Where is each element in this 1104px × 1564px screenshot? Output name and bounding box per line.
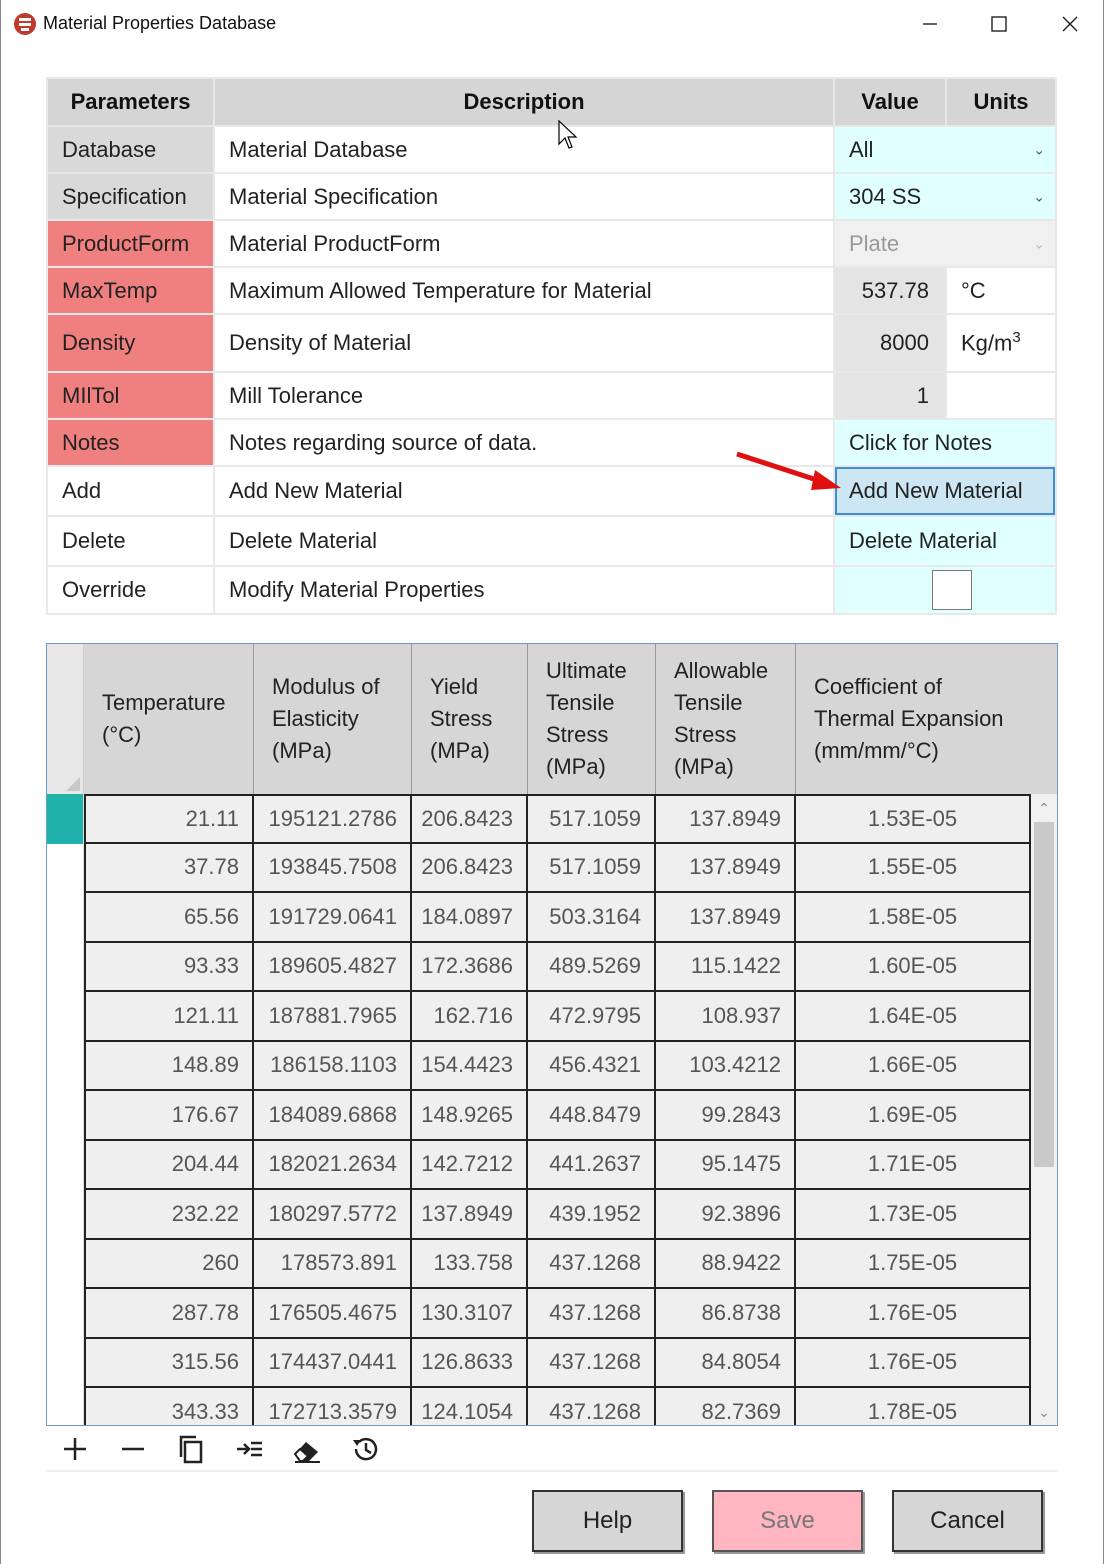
maximize-icon bbox=[989, 14, 1009, 34]
table-cell[interactable]: 191729.0641 bbox=[254, 893, 412, 943]
table-row[interactable] bbox=[47, 992, 1031, 1042]
history-icon bbox=[350, 1434, 380, 1464]
table-row[interactable] bbox=[47, 794, 1031, 844]
table-cell[interactable]: 108.937 bbox=[656, 992, 796, 1042]
minus-icon bbox=[118, 1434, 148, 1464]
table-cell[interactable]: 206.8423 bbox=[412, 794, 528, 844]
click-for-notes-button[interactable]: Click for Notes bbox=[834, 419, 1056, 466]
save-button[interactable]: Save bbox=[712, 1490, 863, 1552]
table-cell[interactable]: 92.3896 bbox=[656, 1190, 796, 1240]
param-database-label: Database bbox=[47, 126, 214, 173]
table-cell[interactable]: 437.1268 bbox=[528, 1339, 656, 1389]
productform-dropdown bbox=[834, 220, 1056, 267]
table-cell[interactable]: 441.2637 bbox=[528, 1141, 656, 1191]
table-cell[interactable]: 176505.4675 bbox=[254, 1289, 412, 1339]
table-row[interactable] bbox=[47, 1042, 1031, 1092]
milltol-value: 1 bbox=[834, 372, 946, 419]
row-header[interactable] bbox=[47, 893, 84, 943]
table-row[interactable] bbox=[47, 943, 1031, 993]
chevron-down-icon: ⌄ bbox=[1033, 141, 1045, 157]
col-header-allowable-line1: Allowable bbox=[674, 658, 769, 683]
mouse-cursor-icon bbox=[558, 120, 578, 150]
table-row[interactable] bbox=[47, 1388, 1031, 1426]
database-dropdown-value: All bbox=[849, 136, 874, 162]
title-bar bbox=[0, 0, 1104, 48]
row-header[interactable] bbox=[47, 794, 84, 844]
col-header-modulus[interactable] bbox=[254, 644, 412, 794]
table-cell[interactable]: 37.78 bbox=[84, 844, 254, 894]
row-header[interactable] bbox=[47, 1388, 84, 1426]
table-cell[interactable]: 137.8949 bbox=[656, 844, 796, 894]
col-header-ultimate-line3: Stress bbox=[546, 722, 609, 747]
param-specification-desc: Material Specification bbox=[214, 173, 834, 220]
table-cell[interactable]: 437.1268 bbox=[528, 1289, 656, 1339]
table-cell[interactable]: 193845.7508 bbox=[254, 844, 412, 894]
col-header-ultimate-line1: Ultimate bbox=[546, 658, 627, 683]
table-cell[interactable]: 88.9422 bbox=[656, 1240, 796, 1290]
row-header[interactable] bbox=[47, 943, 84, 993]
table-cell[interactable]: 99.2843 bbox=[656, 1091, 796, 1141]
row-header[interactable] bbox=[47, 1042, 84, 1092]
specification-dropdown[interactable] bbox=[834, 173, 1056, 220]
copy-icon bbox=[176, 1434, 206, 1464]
header-parameters: Parameters bbox=[47, 78, 214, 126]
param-notes-label: Notes bbox=[47, 419, 214, 466]
delete-material-button[interactable]: Delete Material bbox=[834, 516, 1056, 566]
cancel-button[interactable]: Cancel bbox=[892, 1490, 1043, 1552]
grid-toolbar bbox=[46, 1428, 1058, 1472]
col-header-temperature[interactable] bbox=[84, 644, 254, 794]
help-button[interactable]: Help bbox=[532, 1490, 683, 1552]
table-cell[interactable]: 517.1059 bbox=[528, 794, 656, 844]
chevron-down-icon: ⌄ bbox=[1033, 235, 1045, 251]
table-cell[interactable]: 343.33 bbox=[84, 1388, 254, 1426]
table-cell[interactable]: 162.716 bbox=[412, 992, 528, 1042]
table-cell[interactable]: 137.8949 bbox=[656, 893, 796, 943]
col-header-temperature-line1: Temperature bbox=[102, 690, 226, 715]
table-row[interactable] bbox=[47, 1190, 1031, 1240]
table-cell[interactable]: 489.5269 bbox=[528, 943, 656, 993]
table-cell[interactable]: 172.3686 bbox=[412, 943, 528, 993]
override-cell bbox=[834, 566, 1056, 614]
database-dropdown[interactable] bbox=[834, 126, 1056, 173]
table-cell[interactable]: 148.89 bbox=[84, 1042, 254, 1092]
header-description: Description bbox=[214, 78, 834, 126]
table-row[interactable] bbox=[47, 893, 1031, 943]
scrollbar-thumb[interactable] bbox=[1034, 822, 1054, 1167]
remove-row-button[interactable] bbox=[104, 1427, 162, 1471]
param-delete-label: Delete bbox=[47, 516, 214, 566]
table-cell[interactable]: 137.8949 bbox=[656, 794, 796, 844]
table-cell[interactable]: 186158.1103 bbox=[254, 1042, 412, 1092]
table-cell[interactable]: 287.78 bbox=[84, 1289, 254, 1339]
maxtemp-value: 537.78 bbox=[834, 267, 946, 314]
param-milltol-desc: Mill Tolerance bbox=[214, 372, 834, 419]
table-cell[interactable]: 1.78E-05 bbox=[796, 1388, 1031, 1426]
param-density-desc: Density of Material bbox=[214, 314, 834, 372]
table-cell[interactable]: 184089.6868 bbox=[254, 1091, 412, 1141]
col-header-modulus-line2: Elasticity bbox=[272, 706, 359, 731]
window-title: Material Properties Database bbox=[43, 13, 277, 33]
row-header[interactable] bbox=[47, 1240, 84, 1290]
param-override-label: Override bbox=[47, 566, 214, 614]
table-cell[interactable]: 437.1268 bbox=[528, 1388, 656, 1426]
row-header[interactable] bbox=[47, 1141, 84, 1191]
select-all-corner[interactable] bbox=[47, 644, 84, 794]
table-cell[interactable]: 1.66E-05 bbox=[796, 1042, 1031, 1092]
param-productform-desc: Material ProductForm bbox=[214, 220, 834, 267]
minimize-icon bbox=[920, 14, 940, 34]
col-header-allowable-line2: Tensile bbox=[674, 690, 743, 715]
table-row[interactable] bbox=[47, 1339, 1031, 1389]
row-header[interactable] bbox=[47, 1091, 84, 1141]
specification-dropdown-value: 304 SS bbox=[849, 183, 922, 209]
table-cell[interactable]: 124.1054 bbox=[412, 1388, 528, 1426]
table-cell[interactable]: 1.53E-05 bbox=[796, 794, 1031, 844]
table-cell[interactable]: 1.76E-05 bbox=[796, 1339, 1031, 1389]
param-notes-desc: Notes regarding source of data. bbox=[214, 419, 834, 466]
add-row-button[interactable] bbox=[46, 1427, 104, 1471]
scroll-down-icon[interactable]: ⌄ bbox=[1038, 1403, 1050, 1420]
table-cell[interactable]: 472.9795 bbox=[528, 992, 656, 1042]
table-cell[interactable]: 184.0897 bbox=[412, 893, 528, 943]
maximize-button[interactable] bbox=[964, 0, 1034, 48]
copy-row-button[interactable] bbox=[162, 1427, 220, 1471]
col-header-modulus-line3: (MPa) bbox=[272, 738, 332, 763]
col-header-thermal-line3: (mm/mm/°C) bbox=[814, 738, 939, 763]
table-cell[interactable]: 456.4321 bbox=[528, 1042, 656, 1092]
param-add-label: Add bbox=[47, 466, 214, 516]
insert-row-button[interactable] bbox=[220, 1427, 278, 1471]
header-value: Value bbox=[834, 78, 946, 126]
col-header-ultimate-line4: (MPa) bbox=[546, 754, 606, 779]
table-cell[interactable]: 195121.2786 bbox=[254, 794, 412, 844]
chevron-down-icon: ⌄ bbox=[1033, 188, 1045, 204]
table-cell[interactable]: 180297.5772 bbox=[254, 1190, 412, 1240]
table-cell[interactable]: 1.75E-05 bbox=[796, 1240, 1031, 1290]
table-cell[interactable]: 187881.7965 bbox=[254, 992, 412, 1042]
table-cell[interactable]: 1.60E-05 bbox=[796, 943, 1031, 993]
table-cell[interactable]: 95.1475 bbox=[656, 1141, 796, 1191]
density-value: 8000 bbox=[834, 314, 946, 372]
col-header-temperature-line2: (°C) bbox=[102, 722, 142, 747]
table-cell[interactable]: 206.8423 bbox=[412, 844, 528, 894]
col-header-thermal[interactable] bbox=[796, 644, 1031, 794]
col-header-allowable[interactable] bbox=[656, 644, 796, 794]
table-cell[interactable]: 1.69E-05 bbox=[796, 1091, 1031, 1141]
table-cell[interactable]: 260 bbox=[84, 1240, 254, 1290]
minimize-button[interactable] bbox=[895, 0, 965, 48]
milltol-unit bbox=[946, 372, 1056, 419]
close-button[interactable] bbox=[1035, 0, 1104, 48]
table-cell[interactable]: 189605.4827 bbox=[254, 943, 412, 993]
table-cell[interactable]: 1.58E-05 bbox=[796, 893, 1031, 943]
table-cell[interactable]: 65.56 bbox=[84, 893, 254, 943]
table-cell[interactable]: 517.1059 bbox=[528, 844, 656, 894]
col-header-ultimate-line2: Tensile bbox=[546, 690, 615, 715]
table-cell[interactable]: 1.76E-05 bbox=[796, 1289, 1031, 1339]
table-row[interactable] bbox=[47, 1240, 1031, 1290]
col-header-modulus-line1: Modulus of bbox=[272, 674, 380, 699]
param-specification-label: Specification bbox=[47, 173, 214, 220]
close-icon bbox=[1060, 14, 1080, 34]
table-row[interactable] bbox=[47, 1091, 1031, 1141]
table-cell[interactable]: 178573.891 bbox=[254, 1240, 412, 1290]
param-milltol-label: MIlTol bbox=[47, 372, 214, 419]
row-header[interactable] bbox=[47, 844, 84, 894]
table-cell[interactable]: 172713.3579 bbox=[254, 1388, 412, 1426]
param-maxtemp-desc: Maximum Allowed Temperature for Material bbox=[214, 267, 834, 314]
col-header-thermal-line2: Thermal Expansion bbox=[814, 706, 1004, 731]
table-cell[interactable]: 148.9265 bbox=[412, 1091, 528, 1141]
table-cell[interactable]: 142.7212 bbox=[412, 1141, 528, 1191]
parameters-table bbox=[46, 77, 1057, 615]
param-density-label: Density bbox=[47, 314, 214, 372]
plus-icon bbox=[60, 1434, 90, 1464]
add-new-material-button[interactable]: Add New Material bbox=[834, 466, 1056, 516]
col-header-allowable-line3: Stress bbox=[674, 722, 737, 747]
table-cell[interactable]: 82.7369 bbox=[656, 1388, 796, 1426]
col-header-allowable-line4: (MPa) bbox=[674, 754, 734, 779]
table-cell[interactable]: 439.1952 bbox=[528, 1190, 656, 1240]
table-cell[interactable]: 137.8949 bbox=[412, 1190, 528, 1240]
table-cell[interactable]: 86.8738 bbox=[656, 1289, 796, 1339]
table-cell[interactable]: 315.56 bbox=[84, 1339, 254, 1389]
table-cell[interactable]: 176.67 bbox=[84, 1091, 254, 1141]
col-header-ultimate[interactable] bbox=[528, 644, 656, 794]
header-units: Units bbox=[946, 78, 1056, 126]
table-cell[interactable]: 1.71E-05 bbox=[796, 1141, 1031, 1191]
col-header-yield[interactable] bbox=[412, 644, 528, 794]
header-scroll-spacer bbox=[1031, 644, 1057, 794]
grid-header bbox=[47, 644, 1031, 794]
col-header-thermal-line1: Coefficient of bbox=[814, 674, 943, 699]
vertical-scrollbar[interactable] bbox=[1031, 794, 1057, 1426]
density-unit-base: Kg/m bbox=[961, 330, 1013, 356]
table-cell[interactable]: 93.33 bbox=[84, 943, 254, 993]
col-header-yield-line3: (MPa) bbox=[430, 738, 490, 763]
param-add-desc: Add New Material bbox=[214, 466, 834, 516]
param-delete-desc: Delete Material bbox=[214, 516, 834, 566]
override-checkbox[interactable] bbox=[932, 570, 972, 610]
table-cell[interactable]: 1.55E-05 bbox=[796, 844, 1031, 894]
corner-triangle-icon bbox=[66, 777, 80, 791]
row-header[interactable] bbox=[47, 1190, 84, 1240]
table-cell[interactable]: 130.3107 bbox=[412, 1289, 528, 1339]
table-cell[interactable]: 21.11 bbox=[84, 794, 254, 844]
param-database-desc: Material Database bbox=[214, 126, 834, 173]
table-cell[interactable]: 126.8633 bbox=[412, 1339, 528, 1389]
table-cell[interactable]: 448.8479 bbox=[528, 1091, 656, 1141]
table-cell[interactable]: 174437.0441 bbox=[254, 1339, 412, 1389]
table-row[interactable] bbox=[47, 844, 1031, 894]
density-unit-exponent: 3 bbox=[1012, 329, 1021, 347]
param-maxtemp-label: MaxTemp bbox=[47, 267, 214, 314]
history-button[interactable] bbox=[336, 1427, 394, 1471]
table-cell[interactable]: 182021.2634 bbox=[254, 1141, 412, 1191]
table-cell[interactable]: 204.44 bbox=[84, 1141, 254, 1191]
col-header-yield-line2: Stress bbox=[430, 706, 493, 731]
table-row[interactable] bbox=[47, 1289, 1031, 1339]
table-cell[interactable]: 1.64E-05 bbox=[796, 992, 1031, 1042]
table-cell[interactable]: 1.73E-05 bbox=[796, 1190, 1031, 1240]
table-cell[interactable]: 84.8054 bbox=[656, 1339, 796, 1389]
maxtemp-unit: °C bbox=[946, 267, 1056, 314]
table-cell[interactable]: 503.3164 bbox=[528, 893, 656, 943]
grid-rows bbox=[47, 794, 1031, 1426]
row-header[interactable] bbox=[47, 992, 84, 1042]
density-unit bbox=[946, 314, 1056, 372]
table-cell[interactable]: 121.11 bbox=[84, 992, 254, 1042]
row-header[interactable] bbox=[47, 1339, 84, 1389]
table-row[interactable] bbox=[47, 1141, 1031, 1191]
table-cell[interactable]: 115.1422 bbox=[656, 943, 796, 993]
param-override-desc: Modify Material Properties bbox=[214, 566, 834, 614]
table-cell[interactable]: 232.22 bbox=[84, 1190, 254, 1240]
scroll-up-icon[interactable]: ⌃ bbox=[1038, 799, 1050, 816]
eraser-icon bbox=[292, 1434, 322, 1464]
table-cell[interactable]: 154.4423 bbox=[412, 1042, 528, 1092]
app-icon bbox=[13, 12, 37, 36]
clear-button[interactable] bbox=[278, 1427, 336, 1471]
param-productform-label: ProductForm bbox=[47, 220, 214, 267]
productform-dropdown-value: Plate bbox=[849, 230, 900, 256]
indent-icon bbox=[234, 1434, 264, 1464]
table-cell[interactable]: 133.758 bbox=[412, 1240, 528, 1290]
table-cell[interactable]: 103.4212 bbox=[656, 1042, 796, 1092]
material-properties-grid[interactable] bbox=[46, 643, 1058, 1426]
col-header-yield-line1: Yield bbox=[430, 674, 479, 699]
table-cell[interactable]: 437.1268 bbox=[528, 1240, 656, 1290]
annotation-arrow-icon bbox=[735, 448, 845, 494]
row-header[interactable] bbox=[47, 1289, 84, 1339]
